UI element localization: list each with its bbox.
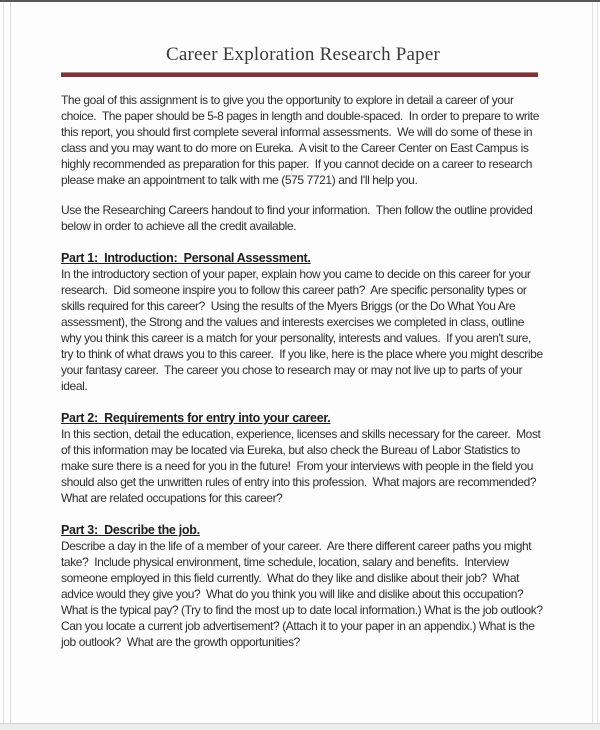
section-part-3 bbox=[61, 522, 549, 650]
scan-left-edge-outer bbox=[3, 2, 4, 724]
part-1-body: In the introductory section of your paper, explain how you came to decide on this career for your research. Did someone inspire you to follow this career path? Are specific personality types or skills required for this career? Using the results of the Myers Briggs (or the Do What You Are assessment), the Strong and the values and interests exercises we completed in class, outline why you think this career is a match for your personality, interests and values. If you aren't sure, try to think of what draws you to this career. If you like, here is the place where you might describe your fantasy career. The career you chose to research may or may not live up to parts of your ideal. bbox=[61, 267, 546, 393]
scan-top-edge bbox=[0, 0, 600, 2]
section-part-1 bbox=[61, 250, 545, 394]
scan-footer-strip bbox=[0, 724, 600, 730]
page-title: Career Exploration Research Paper bbox=[165, 44, 441, 65]
title-divider-rule bbox=[61, 72, 538, 77]
part-2-heading: Part 2: Requirements for entry into your career. bbox=[61, 411, 331, 425]
document-content bbox=[61, 44, 549, 664]
scan-left-edge-inner bbox=[10, 2, 11, 724]
intro-paragraph-1: The goal of this assignment is to give you the opportunity to explore in detail a career of your choice. The paper should be 5-8 pages in length and double-spaced. In order to prepare to write this report, you should first complete several informal assessments. We will do some of these in class and you may want to do more on Eureka. A visit to the Career Center on East Campus is highly recommended as preparation for this paper. If you cannot decide on a career to research please make an appointment to talk with me (575 7721) and I'll help you. bbox=[61, 93, 542, 187]
part-2-body: In this section, detail the education, experience, licenses and skills necessary for the career. Most of this information may be located via Eureka, but also check the Bureau of Labor Statistics to make sure there is a need for you in the future! From your interviews with people in the field you should also get the unwritten rules of entry into this profession. What majors are recommended? What are related occupations for this career? bbox=[61, 427, 544, 505]
scan-right-edge-outer bbox=[597, 2, 598, 724]
intro-paragraph-2: Use the Researching Careers handout to find your information. Then follow the outline provided below in order to achieve all the credit available. bbox=[61, 203, 536, 233]
part-1-heading: Part 1: Introduction: Personal Assessment. bbox=[61, 251, 311, 265]
section-part-2 bbox=[61, 410, 545, 506]
part-3-heading: Part 3: Describe the job. bbox=[61, 523, 200, 537]
part-3-body: Describe a day in the life of a member of your career. Are there different career paths you might take? Include physical environment, time schedule, location, salary and benefits. Interview someone employed in this field currently. What do they like and dislike about their job? What advice would they give you? What do you think you will like and dislike about this occupation? What is the typical pay? (Try to find the most up to date local information.) What is the job outlook? Can you locate a current job advertisement? (Attach it to your paper in an appendix.) What is the job outlook? What are the growth opportunities? bbox=[61, 539, 549, 649]
scan-right-edge-inner bbox=[592, 2, 593, 724]
